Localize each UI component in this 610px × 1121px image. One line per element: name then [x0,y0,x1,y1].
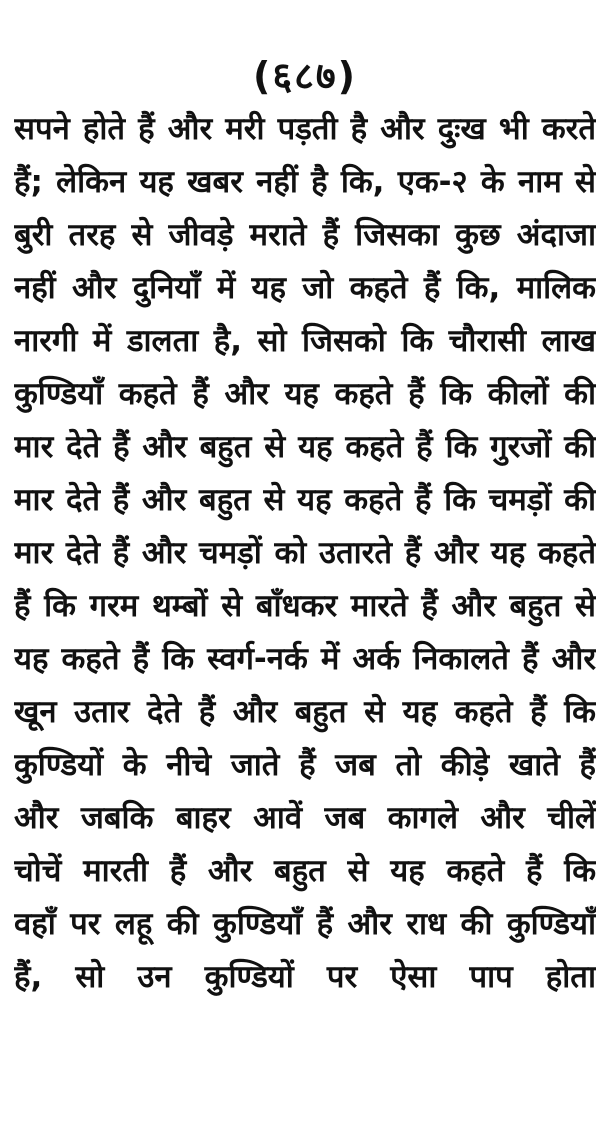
text-line: नारगी में डालता है, सो जिसको कि चौरासी लाख [14,323,596,359]
text-line: हैं, सो उन कुण्डियों पर ऐसा पाप होता [14,959,596,995]
text-line: नहीं और दुनियाँ में यह जो कहते हैं कि, मालिक [14,270,596,306]
text-line: कुण्डियों के नीचे जाते हैं जब तो कीड़े खाते हैं [14,747,596,783]
text-line: वहाँ पर लहू की कुण्डियाँ हैं और राध की कुण्डियाँ [14,906,596,942]
text-line: मार देते हैं और चमड़ों को उतारते हैं और यह कहते [14,535,596,571]
text-line: और जबकि बाहर आवें जब कागले और चीलें [14,800,596,836]
text-line: हैं कि गरम थम्बों से बाँधकर मारते हैं और बहुत से [14,588,596,624]
text-line: चोचें मारती हैं और बहुत से यह कहते हैं कि [14,853,596,889]
text-line: मार देते हैं और बहुत से यह कहते हैं कि गुरजों की [14,429,596,465]
text-line: कुण्डियाँ कहते हैं और यह कहते हैं कि कीलों की [14,376,596,412]
text-line: बुरी तरह से जीवड़े मराते हैं जिसका कुछ अंदाजा [14,217,596,253]
text-line: हैं; लेकिन यह खबर नहीं है कि, एक-२ के नाम से [14,164,596,200]
text-line: खून उतार देते हैं और बहुत से यह कहते हैं कि [14,694,596,730]
text-line: सपने होते हैं और मरी पड़ती है और दुःख भी करते [14,111,596,147]
text-line: यह कहते हैं कि स्वर्ग-नर्क में अर्क निकालते हैं और [14,641,596,677]
text-line: मार देते हैं और बहुत से यह कहते हैं कि चमड़ों की [14,482,596,518]
page-number: (६८७) [252,54,357,98]
